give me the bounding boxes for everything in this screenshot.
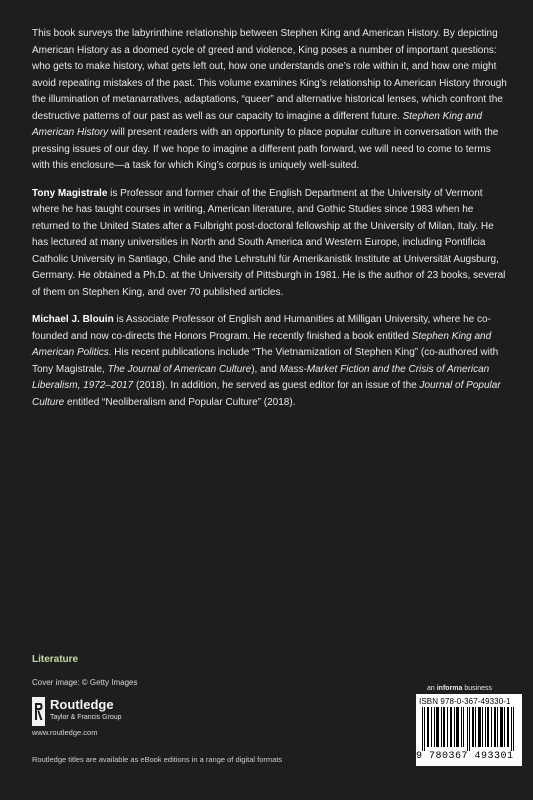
informa-business-label: an informa business [427, 685, 492, 692]
cover-credit: Cover image: © Getty Images [32, 678, 138, 687]
isbn-text: ISBN 978-0-367-49330-1 [419, 697, 511, 706]
publisher-website: www.routledge.com [32, 728, 98, 737]
publisher-group: Taylor & Francis Group [50, 714, 122, 721]
routledge-r-icon [32, 697, 45, 726]
barcode-bars-icon [422, 707, 516, 751]
ebook-footnote: Routledge titles are available as eBook editions in a range of digital formats [32, 755, 283, 764]
back-cover-blurb [32, 26, 510, 422]
book-title-italic: Stephen King and American History [32, 110, 483, 138]
isbn-barcode [416, 694, 522, 766]
book-description: This book surveys the labyrinthine relationship between Stephen King and American History. By depicting American History as a doomed cycle of greed and violence, King poses a number of important questions: who gets to make history, what gets left out, how one understands one’s role within it, and how one might avoid repeating mistakes of the past. This volume examines King’s relationship to American History through the illumination of metanarratives, adaptations, “queer” and alternative historical lenses, which confront the destructive patterns of our past as well as our capacity to imagine a different future. Stephen King and American History will present readers with an opportunity to place popular culture in conversation with the pressing issues of our day. If we hope to imagine a different path forward, we will need to come to terms with this enclosure—a task for which King’s corpus is uniquely well-suited. [32, 28, 507, 171]
publisher-name: Routledge [50, 697, 114, 712]
barcode-digits: 9 780367 493301 [416, 751, 514, 762]
author1-name: Tony Magistrale [32, 187, 108, 199]
author2-name: Michael J. Blouin [32, 314, 114, 325]
genre-label: Literature [32, 654, 79, 665]
author2-bio: Michael J. Blouin is Associate Professor of English and Humanities at Milligan University, where he co-founded and now co-directs the Honors Program. He recently finished a book entitled Stephen King and American Politics. His recent publications include “The Vietnamization of Stephen King” (co-authored with Tony Magistrale, The Journal of American Culture), and Mass-Market Fiction and the Crisis of American Liberalism, 1972–2017 (2018). In addition, he served as guest editor for an issue of the Journal of Popular Culture entitled “Neoliberalism and Popular Culture” (2018). [32, 314, 501, 408]
publisher-logo [32, 697, 162, 727]
author1-bio: Tony Magistrale is Professor and former chair of the English Department at the University of Vermont where he has taught courses in writing, American literature, and Gothic Studies since 1983 when he returned to the United States after a Fulbright post-doctoral fellowship at the University of Milan, Italy. He has lectured at many universities in North and South America and Western Europe, including Pontificia Catholic University in Santiago, Chile and the Lehrstuhl für Amerikanistik Institute at Universität Augsburg, Germany. He obtained a Ph.D. at the University of Pittsburgh in 1981. He is the author of 23 books, several of them on Stephen King, and over 70 published articles. [32, 187, 506, 298]
